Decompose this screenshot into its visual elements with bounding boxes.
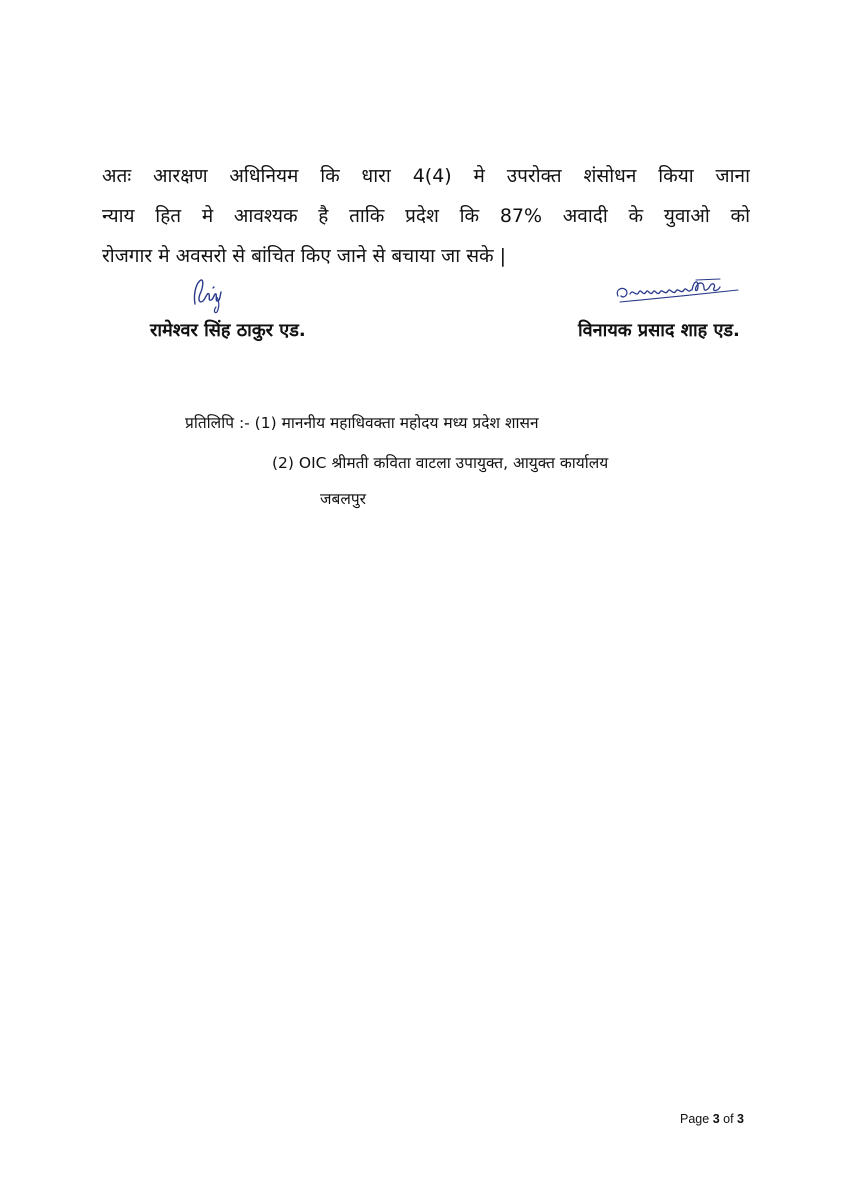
right-signatory-name: विनायक प्रसाद शाह एड. — [578, 320, 740, 341]
right-signature-image — [612, 272, 742, 308]
body-line-3: रोजगार मे अवसरो से बांचित किए जाने से बचाया जा सके | — [102, 245, 507, 267]
page-total-number: 3 — [737, 1112, 744, 1126]
of-word: of — [723, 1112, 734, 1126]
left-signature-image — [183, 274, 233, 316]
page-number-footer — [680, 1112, 744, 1126]
page-current-number: 3 — [712, 1112, 720, 1126]
body-line-1: अतः आरक्षण अधिनियम कि धारा 4(4) मे उपरोक्त शंसोधन किया जाना — [102, 165, 750, 187]
left-signatory-name: रामेश्वर सिंह ठाकुर एड. — [150, 320, 306, 341]
page-word: Page — [680, 1112, 710, 1126]
copy-to-heading: प्रतिलिपि :- (1) माननीय महाधिवक्ता महोदय मध्य प्रदेश शासन — [185, 414, 539, 432]
copy-to-item-2-continued: जबलपुर — [320, 490, 367, 508]
body-line-2: न्याय हित मे आवश्यक है ताकि प्रदेश कि 87% अवादी के युवाओ को — [102, 205, 750, 227]
copy-to-item-2: (2) OIC श्रीमती कविता वाटला उपायुक्त, आयुक्त कार्यालय — [272, 454, 609, 472]
